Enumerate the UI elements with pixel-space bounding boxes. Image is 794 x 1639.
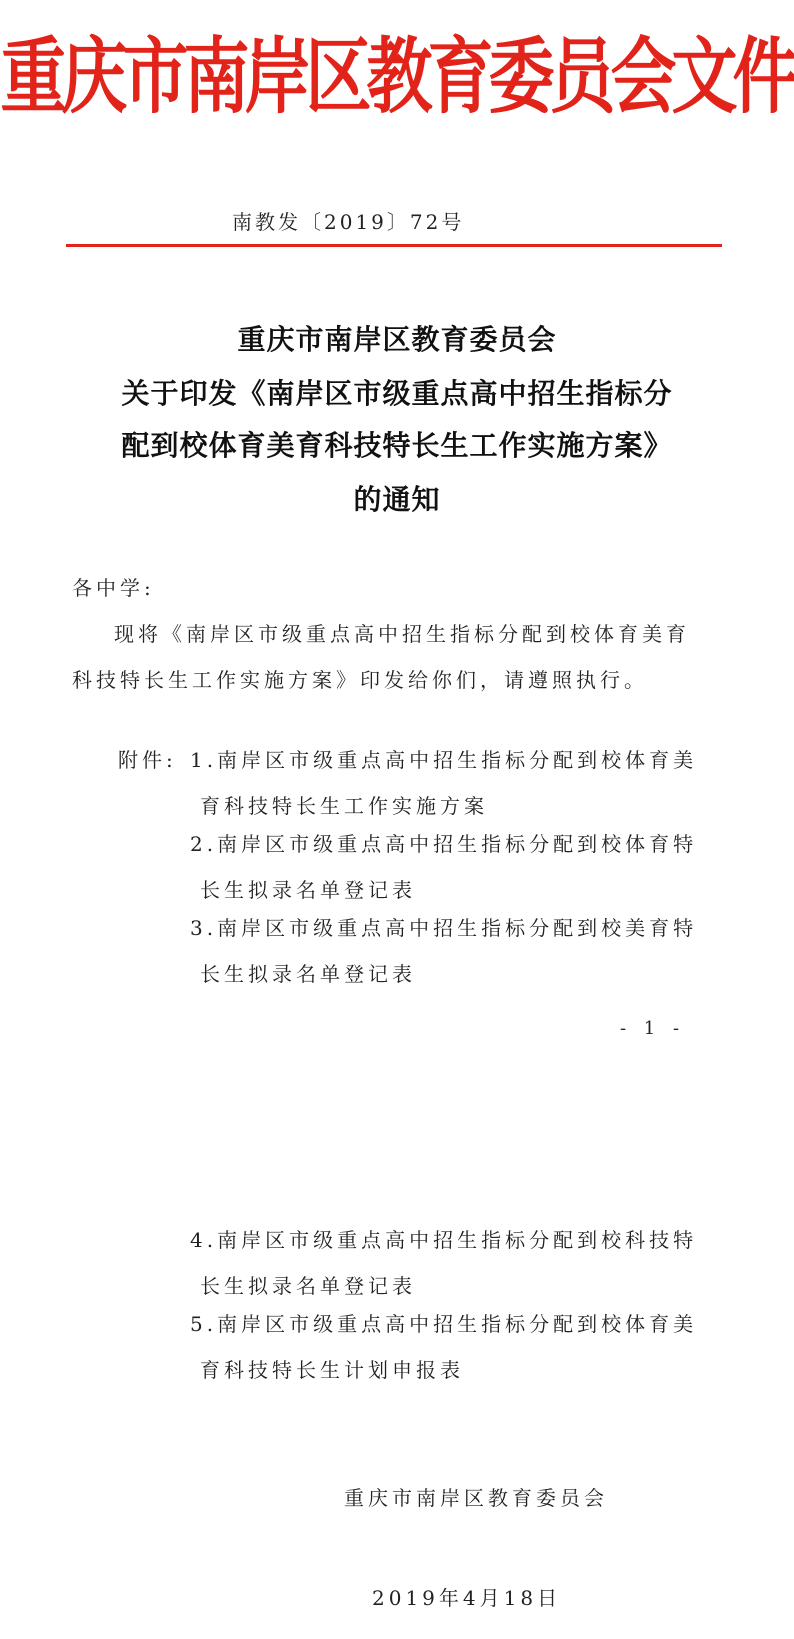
notice-title-line-1: 重庆市南岸区教育委员会 [237,323,557,356]
document-number: 南教发〔2019〕72号 [232,210,465,234]
attachment-item-5-line-1: 5.南岸区市级重点高中招生指标分配到校体育美 [190,1312,698,1336]
attachment-item-4-line-2: 长生拟录名单登记表 [200,1274,416,1298]
page-number: - 1 - [620,1018,686,1039]
header-red-rule [66,244,722,247]
salutation: 各中学: [72,576,155,600]
signature-date: 2019年4月18日 [372,1586,562,1610]
attachment-item-5-line-2: 育科技特长生计划申报表 [200,1358,464,1382]
attachment-item-1-line-2: 育科技特长生工作实施方案 [200,794,488,818]
notice-title-line-3: 配到校体育美育科技特长生工作实施方案》 [121,429,673,462]
signature-organization: 重庆市南岸区教育委员会 [344,1486,608,1510]
notice-title-line-4: 的通知 [353,483,441,516]
body-line-1: 现将《南岸区市级重点高中招生指标分配到校体育美育 [114,622,690,646]
document-header-title: 重庆市南岸区教育委员会文件 [0,28,794,125]
notice-title-line-2: 关于印发《南岸区市级重点高中招生指标分 [121,377,673,410]
attachment-item-2-line-1: 2.南岸区市级重点高中招生指标分配到校体育特 [190,832,698,856]
attachment-item-3-line-2: 长生拟录名单登记表 [200,962,416,986]
body-line-2: 科技特长生工作实施方案》印发给你们，请遵照执行。 [72,668,648,692]
attachment-item-4-line-1: 4.南岸区市级重点高中招生指标分配到校科技特 [190,1228,698,1252]
attachment-item-1-line-1: 1.南岸区市级重点高中招生指标分配到校体育美 [190,748,698,772]
attachments-label: 附件: [118,748,177,772]
attachment-item-2-line-2: 长生拟录名单登记表 [200,878,416,902]
attachment-item-3-line-1: 3.南岸区市级重点高中招生指标分配到校美育特 [190,916,698,940]
